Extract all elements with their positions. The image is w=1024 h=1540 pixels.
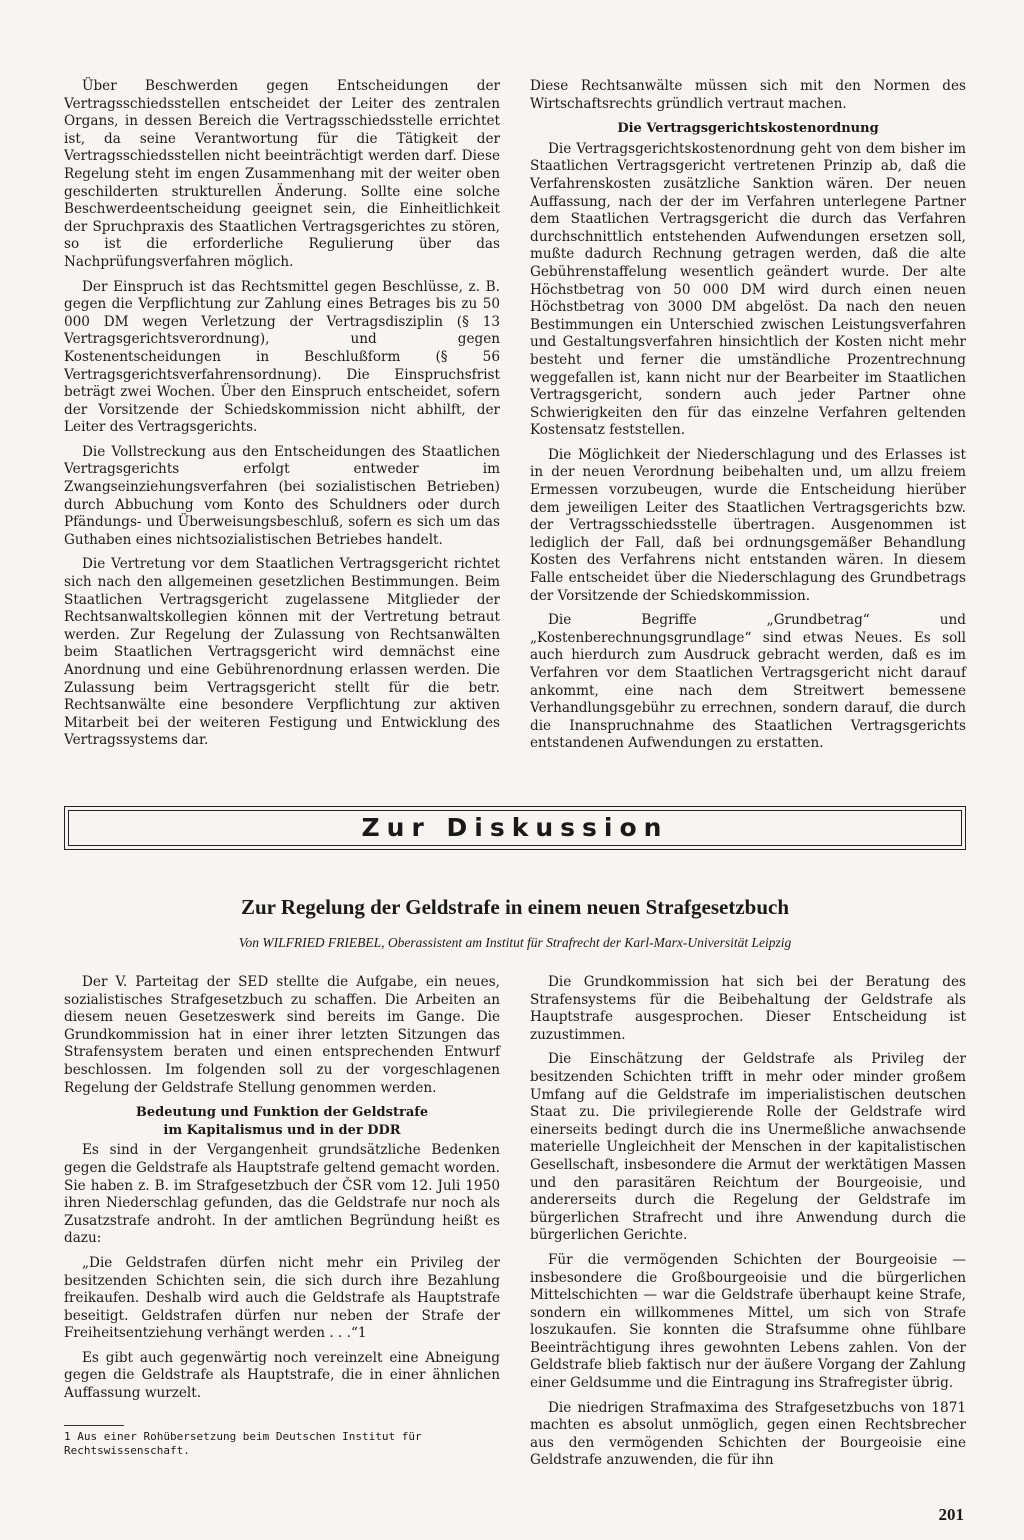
paragraph: Die Grundkommission hat sich bei der Beratung des Strafensystems für die Beibehaltung der Geldstrafe als Hauptstrafe ausgesprochen. Dieser Entscheidung ist zuzustimmen. xyxy=(530,974,966,1043)
top-left-column xyxy=(64,78,500,757)
paragraph: Der Einspruch ist das Rechtsmittel gegen Beschlüsse, z. B. gegen die Verpflichtung zur Zahlung eines Betrages bis zu 50 000 DM wegen Verletzung der Vertragsdisziplin (§ 13 Vertragsgerichtsverordnung), und gegen Kostenentscheidungen in Beschlußform (§ 56 Vertragsgerichtsverfahrensordnung). Die Einspruchsfrist beträgt zwei Wochen. Über den Einspruch entscheidet, sofern der Vorsitzende der Schiedskommission nicht abhilft, der Leiter des Vertragsgerichts. xyxy=(64,278,500,436)
paragraph: Die Vollstreckung aus den Entscheidungen des Staatlichen Vertragsgerichts erfolgt entweder im Zwangseinziehungsverfahren (bei sozialistischen Betrieben) durch Abbuchung vom Konto des Schuldners oder durch Pfändungs- und Überweisungsbeschluß, sofern es sich um das Guthaben eines nichtsozialistischen Betriebes handelt. xyxy=(64,443,500,548)
paragraph: Die niedrigen Strafmaxima des Strafgesetzbuchs von 1871 machten es absolut unmöglich, gegen einen Rechtsbrecher aus den vermögenden Schichten der Bourgeoisie eine Geldstrafe anzuwenden, die für ihn xyxy=(530,1399,966,1469)
paragraph: Für die vermögenden Schichten der Bourgeoisie — insbesondere die Großbourgeoisie und die bürgerlichen Mittelschichten — war die Geldstrafe überhaupt keine Strafe, sondern ein willkommenes Mittel, um sich von Strafe loszukaufen. Sie konnten die Strafsumme ohne fühlbare Beeinträchtigung ihres gewohnten Lebens zahlen. Von der Geldstrafe blieb faktisch nur der äußere Vorgang der Zahlung einer Geldsumme und die Eintragung ins Strafregister übrig. xyxy=(530,1251,966,1392)
paragraph: Die Vertragsgerichtskostenordnung geht von dem bisher im Staatlichen Vertragsgericht vertretenen Prinzip ab, daß die Verfahrenskosten zusätzliche Sanktion wären. Der neuen Auffassung, nach der der im Verfahren unterlegene Partner dem Staatlichen Vertragsgericht die durch das Verfahren durchschnittlich entstehenden Aufwendungen ersetzen soll, mußte dadurch Rechnung getragen werden, daß die alte Gebührenstaffelung wesentlich geändert wurde. Der alte Höchstbetrag von 50 000 DM wird durch einen neuen Höchstbetrag von 3000 DM abgelöst. Da nach den neuen Bestimmungen ein Unterschied zwischen Leistungsverfahren und Gestaltungsverfahren hinsichtlich der Kosten nicht mehr besteht und ferner die umständliche Prozentrechnung weggefallen ist, kann nicht nur der Bearbeiter im Staatlichen Vertragsgericht, sondern auch jeder Partner ohne Schwierigkeiten den für das einzelne Verfahren geltenden Kostensatz feststellen. xyxy=(530,140,966,439)
bottom-right-column xyxy=(530,974,966,1477)
page-number: 201 xyxy=(938,1505,964,1524)
paragraph: Die Einschätzung der Geldstrafe als Privileg der besitzenden Schichten trifft in mehr oder minder großem Umfang auf die Geldstrafe im imperialistischen deutschen Staat zu. Die privilegierende Rolle der Geldstrafe wird einerseits bedingt durch die ins Unermeßliche anwachsende materielle Ungleichheit der Menschen in der kapitalistischen Gesellschaft, insbesondere die Armut der werktätigen Massen und den parasitären Reichtum der Bourgeoisie, und andererseits durch die Regelung der Geldstrafe im bürgerlichen Strafrecht und ihre Anwendung durch die bürgerlichen Gerichte. xyxy=(530,1051,966,1244)
paragraph: Diese Rechtsanwälte müssen sich mit den Normen des Wirtschaftsrechts gründlich vertraut machen. xyxy=(530,78,966,112)
top-right-column xyxy=(530,78,966,760)
footnote: 1 Aus einer Rohübersetzung beim Deutschen Institut für Rechtswissenschaft. xyxy=(64,1430,422,1457)
heading-line: Bedeutung und Funktion der Geldstrafe xyxy=(135,1105,429,1121)
section-banner xyxy=(64,806,966,850)
paragraph: Der V. Parteitag der SED stellte die Aufgabe, ein neues, sozialistisches Strafgesetzbuch zu schaffen. Die Arbeiten an diesem neuen Gesetzeswerk sind bereits im Gange. Die Grundkommission hat in einer ihrer letzten Sitzungen das Strafensystem beraten und einen entsprechenden Entwurf beschlossen. Im folgenden soll zu der vorgeschlagenen Regelung der Geldstrafe Stellung genommen werden. xyxy=(64,974,500,1096)
paragraph: Die Möglichkeit der Niederschlagung und des Erlasses ist in der neuen Verordnung beibehalten und, um allzu freiem Ermessen vorzubeugen, wurde die Entscheidung hierüber dem jeweiligen Leiter des Staatlichen Vertragsgerichts bzw. der Vertragsschiedsstelle übertragen. Ausgenommen ist lediglich der Fall, daß bei ordnungsgemäßer Behandlung Kosten des Verfahrens nicht entstanden wären. In diesem Falle entscheidet über die Niederschlagung des Grundbetrags der Vorsitzende der Schiedskommission. xyxy=(530,446,966,604)
article-title: Zur Regelung der Geldstrafe in einem neuen Strafgesetzbuch xyxy=(240,895,790,919)
byline-affiliation: Oberassistent am Institut für Strafrecht der Karl-Marx-Universität Leipzig xyxy=(387,935,792,950)
byline xyxy=(64,935,966,951)
paragraph: Es sind in der Vergangenheit grundsätzliche Bedenken gegen die Geldstrafe als Hauptstrafe geltend gemacht worden. Sie haben z. B. im Strafgesetzbuch der ČSR vom 12. Juli 1950 ihren Niederschlag gefunden, das die Geldstrafe nur noch als Zusatzstrafe androht. In der amtlichen Begründung heißt es dazu: xyxy=(64,1142,500,1247)
block-quote: „Die Geldstrafen dürfen nicht mehr ein Privileg der besitzenden Schichten sein, die sich durch ihre Bezahlung freikaufen. Deshalb wird auch die Geldstrafe als Hauptstrafe beseitigt. Geldstrafen dürfen nur neben der Strafe der Freiheitsentziehung verhängt werden . . .“1 xyxy=(64,1254,500,1342)
bottom-left-column xyxy=(64,974,500,1410)
section-heading: Die Vertragsgerichtskostenordnung xyxy=(617,121,879,137)
banner-title: Zur Diskussion xyxy=(361,813,669,842)
paragraph: Die Begriffe „Grundbetrag“ und „Kostenberechnungsgrundlage“ sind etwas Neues. Es soll auch hierdurch zum Ausdruck gebracht werden, daß es im Verfahren vor dem Staatlichen Vertragsgericht nicht darauf ankommt, eine nach dem Streitwert bemessene Verhandlungsgebühr zu errechnen, sondern darauf, die durch die Inanspruchnahme des Staatlichen Vertragsgerichts entstandenen Aufwendungen zu erstatten. xyxy=(530,612,966,752)
section-heading xyxy=(64,1104,500,1139)
paragraph: Die Vertretung vor dem Staatlichen Vertragsgericht richtet sich nach den allgemeinen gesetzlichen Bestimmungen. Beim Staatlichen Vertragsgericht zugelassene Mitglieder der Rechtsanwaltskollegien können mit der Vertretung betraut werden. Zur Regelung der Zulassung von Rechtsanwälten beim Staatlichen Vertragsgericht wird demnächst eine Anordnung und eine Gebührenordnung erlassen werden. Die Zulassung beim Vertragsgericht stellt für die betr. Rechtsanwälte eine besondere Verpflichtung zur aktiven Mitarbeit bei der weiteren Festigung und Entwicklung des Vertragssystems dar. xyxy=(64,556,500,749)
byline-prefix: Von xyxy=(238,935,259,950)
footnote-rule xyxy=(64,1425,124,1426)
paragraph: Über Beschwerden gegen Entscheidungen der Vertragsschiedsstellen entscheidet der Leiter des zentralen Organs, in dessen Bereich die Vertragsschiedsstelle errichtet ist, da seine Verantwortung für die Tätigkeit der Vertragsschiedsstellen nicht beeinträchtigt werden darf. Diese Regelung steht im engen Zusammenhang mit der weiter oben geschilderten strukturellen Änderung. Sollte eine solche Beschwerdeentscheidung geeignet sein, die Einheitlichkeit der Spruchpraxis des Staatlichen Vertragsgerichtes zu stören, so ist die erforderliche Regulierung über das Nachprüfungsverfahren möglich. xyxy=(64,78,500,270)
paragraph: Es gibt auch gegenwärtig noch vereinzelt eine Abneigung gegen die Geldstrafe als Hauptstrafe, die in einer ähnlichen Auffassung wurzelt. xyxy=(64,1349,500,1402)
heading-line: im Kapitalismus und in der DDR xyxy=(163,1122,401,1138)
byline-author: WILFRIED FRIEBEL, xyxy=(262,935,385,950)
